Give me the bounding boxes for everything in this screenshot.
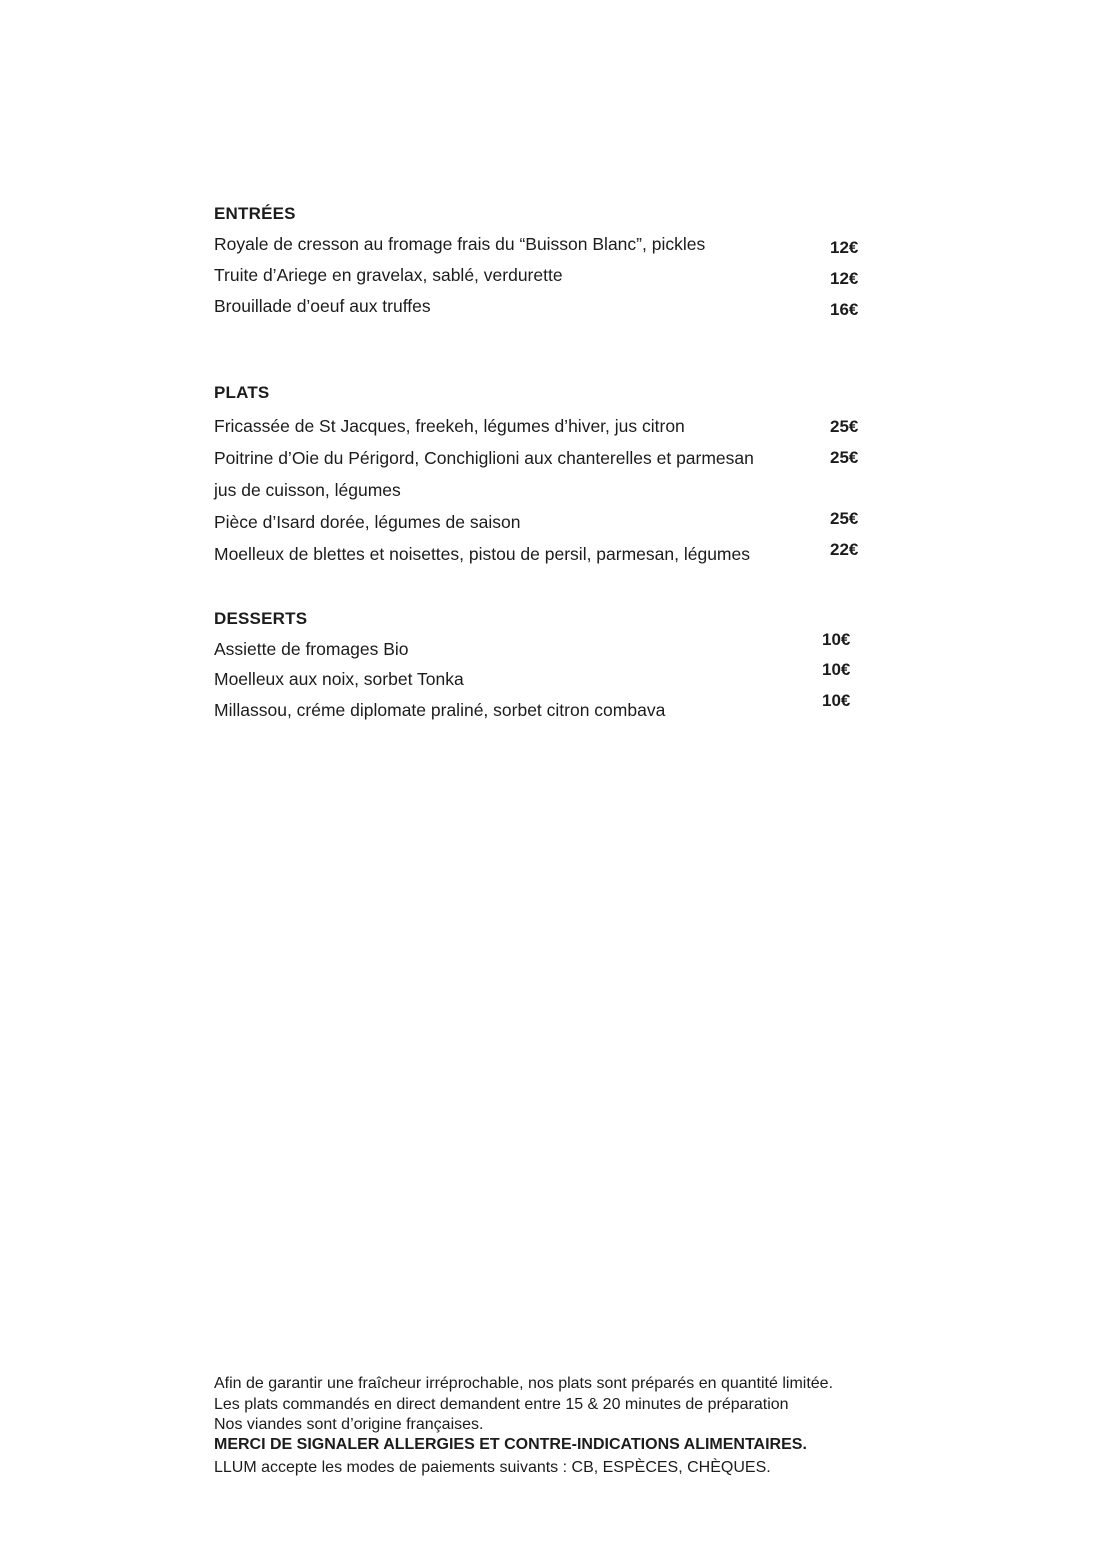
menu-item-name: Moelleux de blettes et noisettes, pistou de persil, parmesan, légumes: [214, 544, 750, 564]
menu-item-name: Moelleux aux noix, sorbet Tonka: [214, 669, 464, 689]
menu-item-price: 25€: [830, 417, 859, 436]
menu-item-price: 12€: [830, 238, 859, 257]
menu-item-name: Truite d’Ariege en gravelax, sablé, verdurette: [214, 265, 563, 285]
menu-item-name: Assiette de fromages Bio: [214, 639, 409, 659]
menu-item-price: 25€: [830, 509, 859, 528]
footer-allergy-warning: MERCI DE SIGNALER ALLERGIES ET CONTRE-INDICATIONS ALIMENTAIRES.: [214, 1436, 807, 1453]
section-title-desserts: DESSERTS: [214, 609, 308, 628]
section-title-plats: PLATS: [214, 383, 270, 402]
menu-item-name-continued: jus de cuisson, légumes: [214, 480, 401, 500]
section-title-entrees: ENTRÉES: [214, 204, 296, 223]
menu-item-name: Fricassée de St Jacques, freekeh, légumes d’hiver, jus citron: [214, 416, 685, 436]
menu-item-name: Poitrine d’Oie du Périgord, Conchiglioni aux chanterelles et parmesan: [214, 448, 754, 468]
menu-item-name: Pièce d’Isard dorée, légumes de saison: [214, 512, 521, 532]
menu-item-price: 25€: [830, 448, 859, 467]
footer-preparation-note: Les plats commandés en direct demandent entre 15 & 20 minutes de préparation: [214, 1396, 789, 1413]
menu-item-price: 22€: [830, 540, 859, 559]
menu-item-name: Brouillade d’oeuf aux truffes: [214, 296, 431, 316]
menu-item-name: Millassou, créme diplomate praliné, sorbet citron combava: [214, 700, 666, 720]
menu-item-price: 10€: [822, 691, 851, 710]
menu-item-price: 10€: [822, 660, 851, 679]
menu-item-price: 16€: [830, 300, 859, 319]
menu-item-price: 10€: [822, 630, 851, 649]
footer-payment-note: LLUM accepte les modes de paiements suivants : CB, ESPÈCES, CHÈQUES.: [214, 1459, 771, 1476]
menu-item-name: Royale de cresson au fromage frais du “Buisson Blanc”, pickles: [214, 234, 706, 254]
menu-item-price: 12€: [830, 269, 859, 288]
footer-freshness-note: Afin de garantir une fraîcheur irréprochable, nos plats sont préparés en quantité limitée.: [214, 1375, 834, 1392]
footer-origin-note: Nos viandes sont d’origine françaises.: [214, 1416, 484, 1433]
